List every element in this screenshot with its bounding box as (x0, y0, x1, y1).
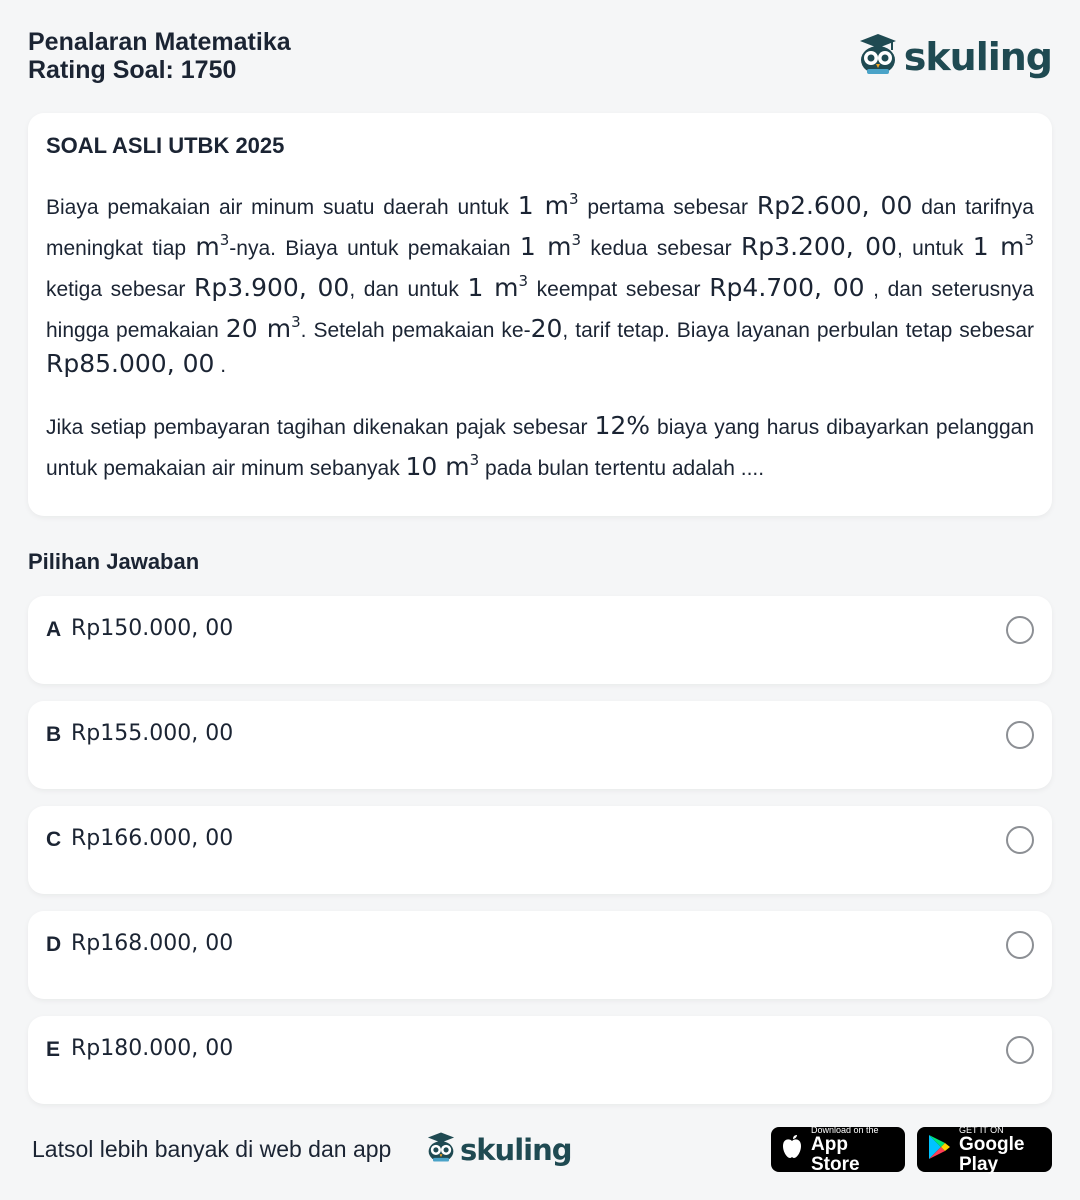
option-letter: D (46, 933, 62, 956)
math: 20 $m^3$ (225, 313, 301, 343)
text: kedua sebesar (581, 237, 741, 260)
text: , tarif tetap. Biaya layanan perbulan tetap sebesar (562, 319, 1035, 342)
option-letter: E (46, 1038, 61, 1061)
radio-button[interactable] (1006, 616, 1034, 644)
answer-option-b[interactable] (28, 701, 1052, 789)
app-store-small-label: Download on the (811, 1124, 879, 1135)
question-tag: SOAL ASLI UTBK 2025 (46, 133, 285, 158)
math: Rp3.200, 00 (740, 232, 897, 261)
text: , untuk (896, 237, 973, 260)
brand-logo[interactable] (856, 32, 1052, 81)
text: . (214, 354, 227, 377)
google-play-button[interactable] (917, 1124, 1052, 1175)
radio-button[interactable] (1006, 1036, 1034, 1064)
brand-name: skuling (460, 1132, 572, 1167)
answer-option-a[interactable] (28, 596, 1052, 684)
math: 1 $m^3$ (972, 231, 1034, 261)
question-paragraph-1 (46, 183, 1034, 382)
app-store-button[interactable] (771, 1124, 905, 1175)
math: $m^3$ (195, 231, 230, 261)
header (28, 28, 1052, 88)
brand-name: skuling (903, 34, 1052, 79)
text: pertama sebesar (578, 196, 757, 219)
text: . Setelah pemakaian ke- (300, 319, 531, 342)
answers-title: Pilihan Jawaban (28, 549, 200, 574)
google-play-label: Google Play (959, 1133, 1025, 1175)
rating-label: Rating Soal: 1750 (28, 56, 237, 84)
option-value: Rp180.000, 00 (71, 1036, 234, 1061)
text: biaya yang harus dibayarkan pelanggan untuk pemakaian air minum sebanyak (46, 416, 1035, 480)
answer-option-e[interactable] (28, 1016, 1052, 1104)
option-value: Rp155.000, 00 (71, 721, 234, 746)
owl-mascot-icon (425, 1130, 457, 1169)
option-letter: A (46, 618, 62, 641)
text: , dan untuk (349, 278, 468, 301)
subject-title: Penalaran Matematika (28, 28, 291, 56)
google-play-icon (927, 1134, 951, 1165)
math: 1 $m^3$ (519, 231, 582, 261)
math: 1 $m^3$ (467, 272, 529, 302)
option-value: Rp168.000, 00 (71, 931, 234, 956)
radio-button[interactable] (1006, 931, 1034, 959)
math: 20 (530, 314, 563, 343)
math: 10 $m^3$ (405, 451, 480, 481)
google-play-small-label: GET IT ON (959, 1124, 1004, 1135)
text: Jika setiap pembayaran tagihan dikenakan pajak sebesar (46, 416, 595, 439)
math: 1 $m^3$ (517, 190, 579, 220)
apple-icon (781, 1134, 803, 1165)
text: Biaya pemakaian air minum suatu daerah untuk (46, 196, 518, 219)
math: 12% (594, 411, 651, 440)
owl-mascot-icon (856, 32, 900, 81)
math: Rp4.700, 00 (709, 273, 865, 302)
text: ketiga sebesar (46, 278, 195, 301)
text: -nya. Biaya untuk pemakaian (229, 237, 520, 260)
radio-button[interactable] (1006, 721, 1034, 749)
math: Rp85.000, 00 (46, 349, 215, 378)
text: keempat sebesar (528, 278, 710, 301)
question-text (46, 183, 1034, 485)
text: , dan seterusnya hingga pemakaian (46, 278, 1034, 342)
footer-text: Latsol lebih banyak di web dan app (32, 1136, 392, 1162)
text: dan tarifnya meningkat tiap (46, 196, 1034, 260)
option-value: Rp166.000, 00 (71, 826, 234, 851)
radio-button[interactable] (1006, 826, 1034, 854)
math: Rp2.600, 00 (756, 191, 913, 220)
app-store-label: App Store (811, 1133, 860, 1175)
option-value: Rp150.000, 00 (71, 616, 234, 641)
question-card (28, 113, 1052, 516)
question-paragraph-2 (46, 409, 1034, 485)
answer-option-d[interactable] (28, 911, 1052, 999)
option-letter: B (46, 723, 62, 746)
math: Rp3.900, 00 (194, 273, 350, 302)
option-letter: C (46, 828, 62, 851)
answer-option-c[interactable] (28, 806, 1052, 894)
footer-brand-logo[interactable] (425, 1130, 571, 1169)
text: pada bulan tertentu adalah .... (479, 457, 765, 480)
